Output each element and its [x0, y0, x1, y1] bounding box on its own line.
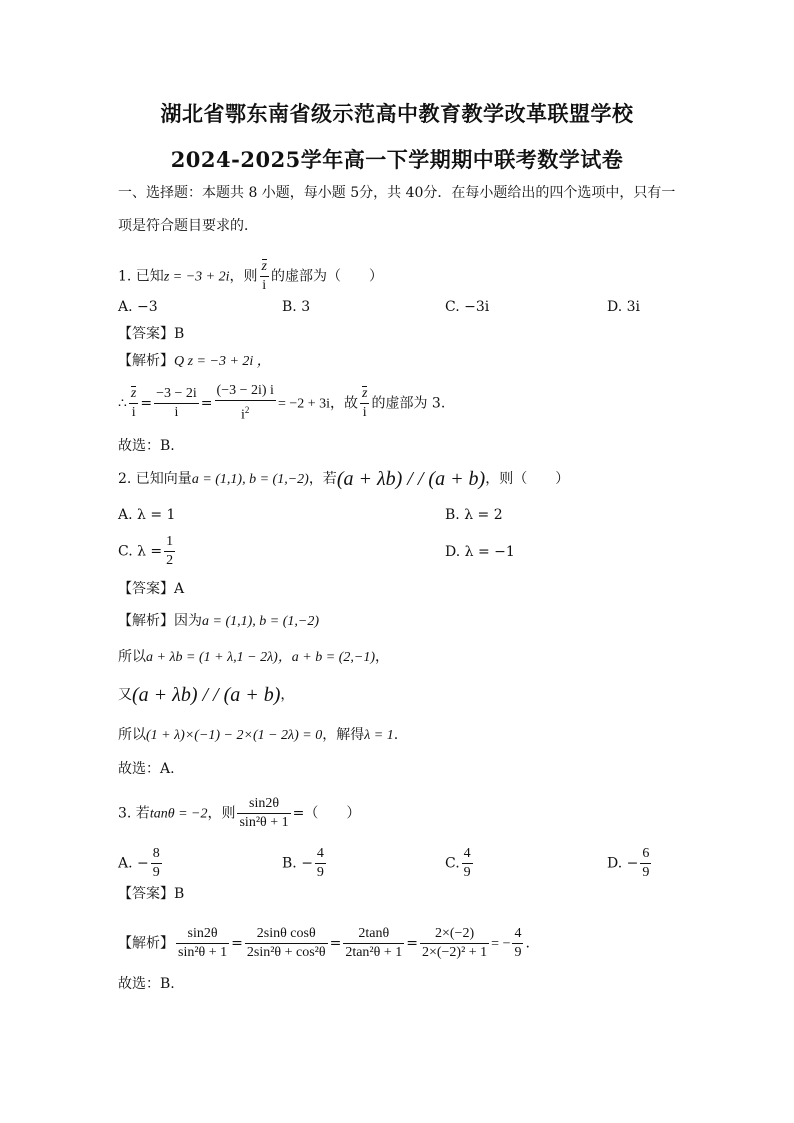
q1-option-c: C. −3i [445, 299, 490, 315]
q1-option-a: A. −3 [118, 299, 158, 315]
q2-solution-1: 【解析】因为a = (1,1), b = (1,−2) [118, 613, 319, 629]
title-line-2: 2024-2025学年高一下学期期中联考数学试卷 [170, 147, 624, 172]
q1-fraction [260, 258, 269, 295]
q1-mid: ，则 [229, 268, 258, 285]
q1-sol-frac-1: $\frac{z}{i}$ [130, 385, 137, 420]
q1-frac-den: i [262, 278, 267, 293]
q2-option-d: D. λ = −1 [445, 544, 515, 560]
q3-option-b: B. − $\frac{4}{9}$ [282, 846, 324, 880]
q2-answer-value: A [174, 581, 185, 597]
q3-choose: 故选：B. [118, 976, 175, 992]
q3-option-c: C. $\frac{4}{9}$ [445, 846, 471, 880]
q1-sol-frac-4: $\frac{z}{i}$ [362, 385, 368, 420]
q1-sol-result: = −2 + 3i [277, 396, 331, 412]
q1-stem [118, 258, 383, 295]
q1-choose: 故选：B. [118, 438, 175, 454]
section-intro-2: 项是符合题目要求的． [118, 218, 258, 234]
q1-option-d: D. 3i [607, 299, 641, 315]
q2-option-b: B. λ = 2 [445, 507, 503, 523]
q1-sol-frac-2: $\frac{-3 - 2i}{i}$ [156, 385, 197, 420]
q1-solution-1: 【解析】Q z = −3 + 2i ， [118, 353, 271, 369]
q2-solution-2: 所以a + λb = (1 + λ,1 − 2λ)，a + b = (2,−1)， [118, 649, 389, 665]
q3-option-a: A. − $\frac{8}{9}$ [118, 846, 160, 880]
q2-vectors: a = (1,1), b = (1,−2) [191, 472, 309, 487]
q1-sol-given: Q z = −3 + 2i ， [174, 354, 271, 369]
q2-option-c: C. λ = $\frac{1}{2}$ [118, 534, 174, 568]
q3-option-d: D. − $\frac{6}{9}$ [607, 846, 650, 880]
section-intro-1: 一、选择题：本题共 8 小题，每小题 5分，共 40分．在每小题给出的四个选项中，只有一 [118, 185, 676, 201]
q3-solution: 【解析】 $\frac{\sin 2\theta}{\text{sin²θ + 1}}$ = $\frac{\text{2sinθ cosθ}}{\text{2sin²θ + cos²θ}}$ = $\frac{2\tan\theta}{\text{2tan²θ + 1}}$ = $\frac{2\times(-2)}{\text{2×(−2)² + 1}}$ = − $\frac{4}{9}$ . [118, 926, 530, 960]
q1-answer-value: B [174, 326, 185, 342]
q1-option-b: B. 3 [282, 299, 311, 315]
q3-fraction: $\frac{\sin 2\theta}{\text{sin²θ + 1}}$ [239, 796, 289, 830]
q2-option-a: A. λ = 1 [118, 507, 176, 523]
q2-answer: 【答案】A [118, 581, 185, 597]
q3-stem: 3. 若tanθ = −2，则 $\frac{\sin 2\theta}{\text{sin²θ + 1}}$ =（ ） [118, 796, 361, 830]
q2-solution-3: 又(a + λb) / / (a + b)， [118, 684, 295, 706]
q2-solution-4: 所以(1 + λ)×(−1) − 2×(1 − 2λ) = 0，解得λ = 1. [118, 727, 399, 743]
q2-choose: 故选：A. [118, 761, 175, 777]
q1-blank: （ ） [326, 268, 383, 285]
q1-solution-2: ∴ $\frac{z}{i}$ = $\frac{-3 - 2i}{i}$ = $\frac{(-3 - 2i) i}{i^2}$ = −2 + 3i，故 $\frac{z}{i}$ 的虚部为 3. [118, 383, 446, 423]
title-line-1: 湖北省鄂东南省级示范高中教育教学改革联盟学校 [160, 101, 634, 126]
q1-frac-num: z [260, 258, 269, 277]
q2-stem: 2. 已知向量a = (1,1), b = (1,−2)，若(a + λb) / / (a + b)，则（ ） [118, 468, 570, 490]
q1-number: 1. 已知 [118, 268, 164, 285]
q1-sol-frac-3: $\frac{(-3 - 2i) i}{i^2}$ [216, 383, 274, 423]
q1-condition: z = −3 + 2i [163, 269, 230, 285]
q1-answer: 【答案】B [118, 326, 185, 342]
q2-condition: (a + λb) / / (a + b) [336, 468, 486, 490]
q3-answer-value: B [174, 886, 185, 902]
q1-tail: 的虚部为 [270, 268, 327, 285]
q3-answer: 【答案】B [118, 886, 185, 902]
